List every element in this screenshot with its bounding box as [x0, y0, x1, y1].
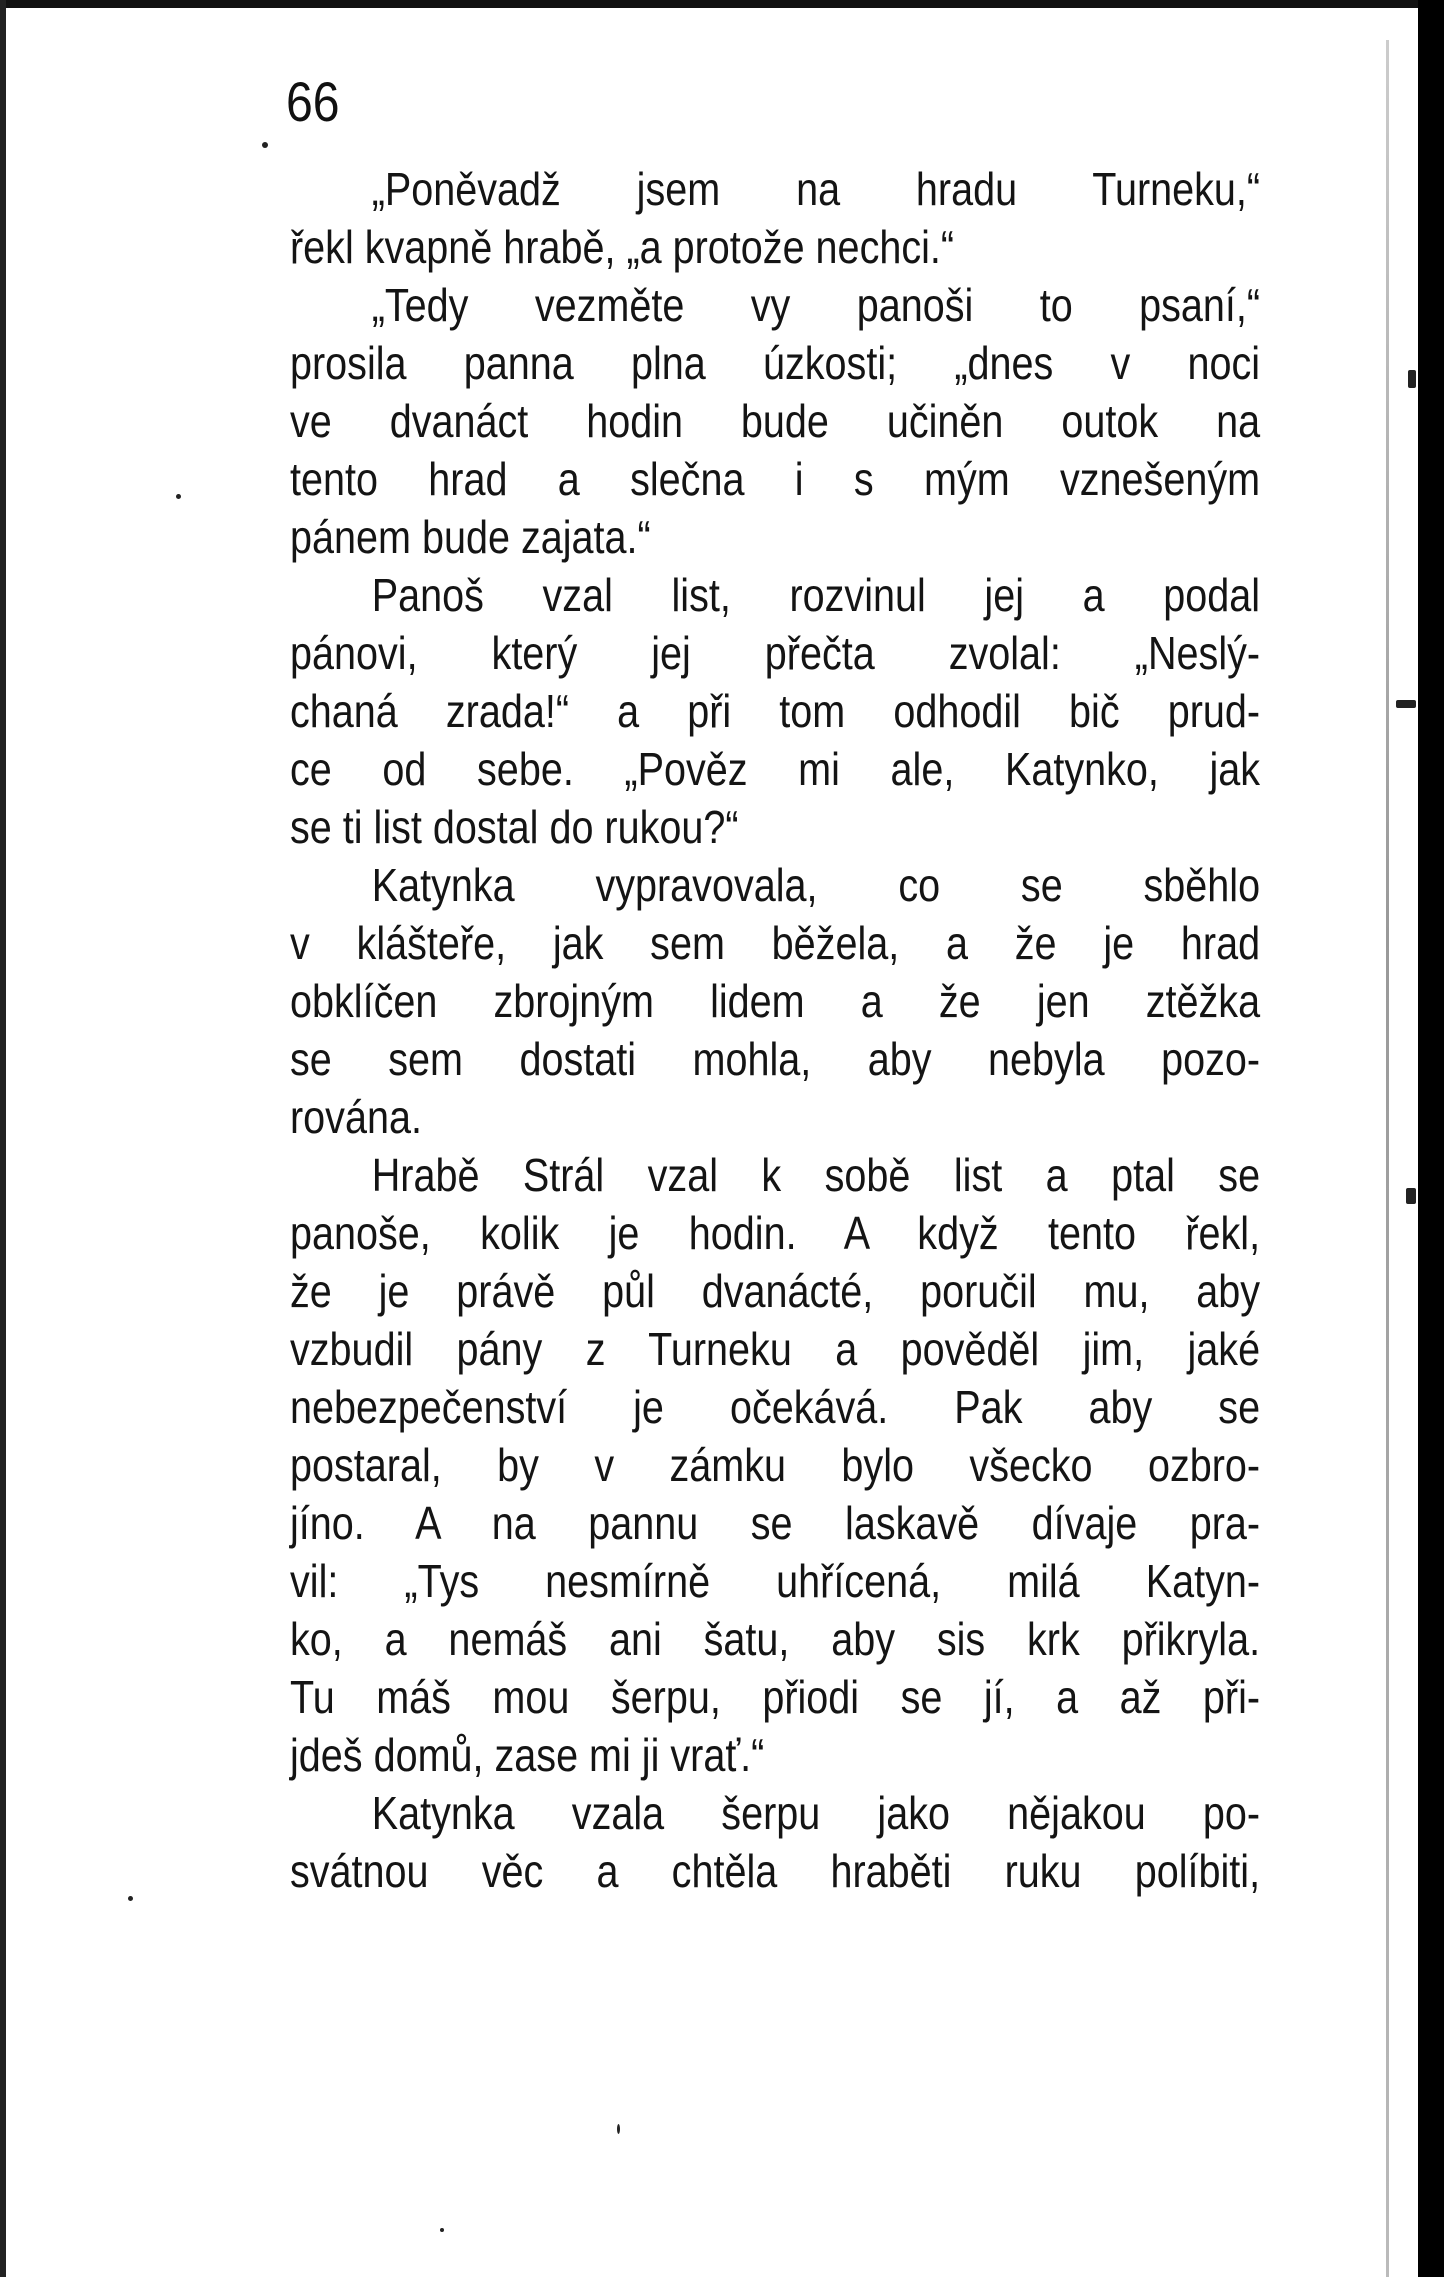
scan-speck — [128, 1896, 133, 1901]
text-line: že je právě půl dvanácté, poručil mu, aby — [290, 1265, 1261, 1317]
text-line: Katynka vypravovala, co se sběhlo — [371, 859, 1261, 911]
text-line: jíno. A na pannu se laskavě dívaje pra- — [290, 1497, 1261, 1549]
text-line: vzbudil pány z Turneku a pověděl jim, jaké — [290, 1323, 1261, 1375]
text-line: Hrabě Strál vzal k sobě list a ptal se — [371, 1149, 1261, 1201]
text-line: ve dvanáct hodin bude učiněn outok na — [290, 395, 1261, 447]
text-line: Tu máš mou šerpu, přiodi se jí, a až při- — [290, 1671, 1261, 1723]
page-fold-shadow — [1386, 40, 1389, 2277]
text-line: ko, a nemáš ani šatu, aby sis krk přikryla. — [290, 1613, 1261, 1665]
text-line: obklíčen zbrojným lidem a že jen ztěžka — [290, 975, 1261, 1027]
text-line: pánovi, který jej přečta zvolal: „Neslý- — [290, 627, 1261, 679]
text-line: ce od sebe. „Pověz mi ale, Katynko, jak — [290, 743, 1261, 795]
scan-speck — [176, 494, 181, 499]
scan-speck — [1406, 1188, 1416, 1204]
page-number: 66 — [286, 70, 340, 133]
text-line: Katynka vzala šerpu jako nějakou po- — [371, 1787, 1261, 1839]
text-line: jdeš domů, zase mi ji vrať.“ — [290, 1729, 765, 1781]
scan-speck — [1396, 700, 1416, 708]
text-line: „Poněvadž jsem na hradu Turneku,“ — [371, 163, 1261, 215]
text-line: nebezpečenství je očekává. Pak aby se — [290, 1381, 1261, 1433]
text-line: Panoš vzal list, rozvinul jej a podal — [371, 569, 1261, 621]
text-line: v klášteře, jak sem běžela, a že je hrad — [290, 917, 1261, 969]
scan-speck — [1408, 370, 1416, 388]
body-text — [290, 160, 1260, 1900]
text-line: prosila panna plna úzkosti; „dnes v noci — [290, 337, 1261, 389]
text-line: se sem dostati mohla, aby nebyla pozo- — [290, 1033, 1261, 1085]
scan-speck — [617, 2124, 620, 2134]
text-line: vil: „Tys nesmírně uhřícená, milá Katyn- — [290, 1555, 1261, 1607]
text-line: panoše, kolik je hodin. A když tento řekl, — [290, 1207, 1261, 1259]
text-line: tento hrad a slečna i s mým vznešeným — [290, 453, 1261, 505]
text-line: postaral, by v zámku bylo všecko ozbro- — [290, 1439, 1261, 1491]
text-line: pánem bude zajata.“ — [290, 511, 651, 563]
text-line: rována. — [290, 1091, 422, 1143]
text-line: „Tedy vezměte vy panoši to psaní,“ — [371, 279, 1261, 331]
text-line: svátnou věc a chtěla hraběti ruku políbiti, — [290, 1845, 1261, 1897]
scan-speck — [440, 2228, 444, 2232]
text-line: řekl kvapně hrabě, „a protože nechci.“ — [290, 221, 955, 273]
scan-speck — [262, 142, 268, 148]
scan-top-edge — [0, 0, 1418, 8]
text-line: chaná zrada!“ a při tom odhodil bič prud- — [290, 685, 1261, 737]
text-line: se ti list dostal do rukou?“ — [290, 801, 739, 853]
scan-left-edge — [0, 0, 6, 2277]
scan-right-border — [1418, 0, 1444, 2277]
